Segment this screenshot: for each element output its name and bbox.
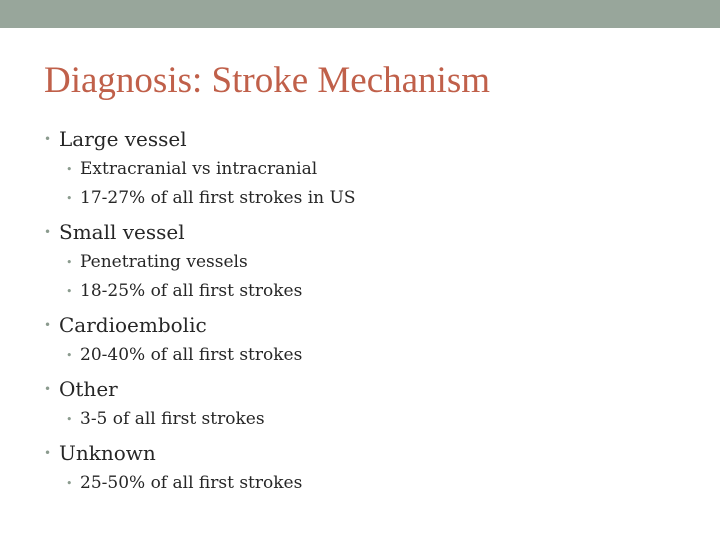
bullet-dot-icon: • — [66, 256, 73, 269]
sub-bullet-text: 3-5 of all first strokes — [80, 409, 265, 429]
bullet-text: Cardioembolic — [59, 313, 207, 337]
sub-bullet-item — [44, 408, 684, 431]
bullet-item — [44, 440, 684, 466]
bullet-dot-icon: • — [44, 318, 52, 332]
bullet-dot-icon: • — [66, 413, 73, 426]
bullet-dot-icon: • — [66, 349, 73, 362]
bullet-dot-icon: • — [66, 192, 73, 205]
bullet-text: Other — [59, 377, 118, 401]
bullet-dot-icon: • — [44, 446, 52, 460]
bullet-dot-icon: • — [44, 382, 52, 396]
bullet-dot-icon: • — [66, 163, 73, 176]
bullet-dot-icon: • — [44, 225, 52, 239]
sub-bullet-text: Extracranial vs intracranial — [80, 159, 318, 179]
bullet-dot-icon: • — [44, 132, 52, 146]
bullet-dot-icon: • — [66, 285, 73, 298]
sub-bullet-text: 18-25% of all first strokes — [80, 281, 303, 301]
sub-bullet-item — [44, 344, 684, 367]
bullet-list — [44, 126, 684, 495]
slide-title: Diagnosis: Stroke Mechanism — [44, 60, 491, 101]
bullet-text: Small vessel — [59, 220, 185, 244]
sub-bullet-item — [44, 472, 684, 495]
top-band — [0, 0, 720, 28]
sub-bullet-item — [44, 251, 684, 274]
bullet-dot-icon: • — [66, 477, 73, 490]
bullet-text: Unknown — [59, 441, 156, 465]
bullet-item — [44, 376, 684, 402]
bullet-item — [44, 126, 684, 152]
bullet-item — [44, 219, 684, 245]
bullet-item — [44, 312, 684, 338]
sub-bullet-item — [44, 280, 684, 303]
sub-bullet-text: 25-50% of all first strokes — [80, 473, 303, 493]
sub-bullet-text: 17-27% of all first strokes in US — [80, 188, 356, 208]
sub-bullet-text: Penetrating vessels — [80, 252, 248, 272]
bullet-text: Large vessel — [59, 127, 187, 151]
sub-bullet-item — [44, 158, 684, 181]
sub-bullet-text: 20-40% of all first strokes — [80, 345, 303, 365]
sub-bullet-item — [44, 187, 684, 210]
